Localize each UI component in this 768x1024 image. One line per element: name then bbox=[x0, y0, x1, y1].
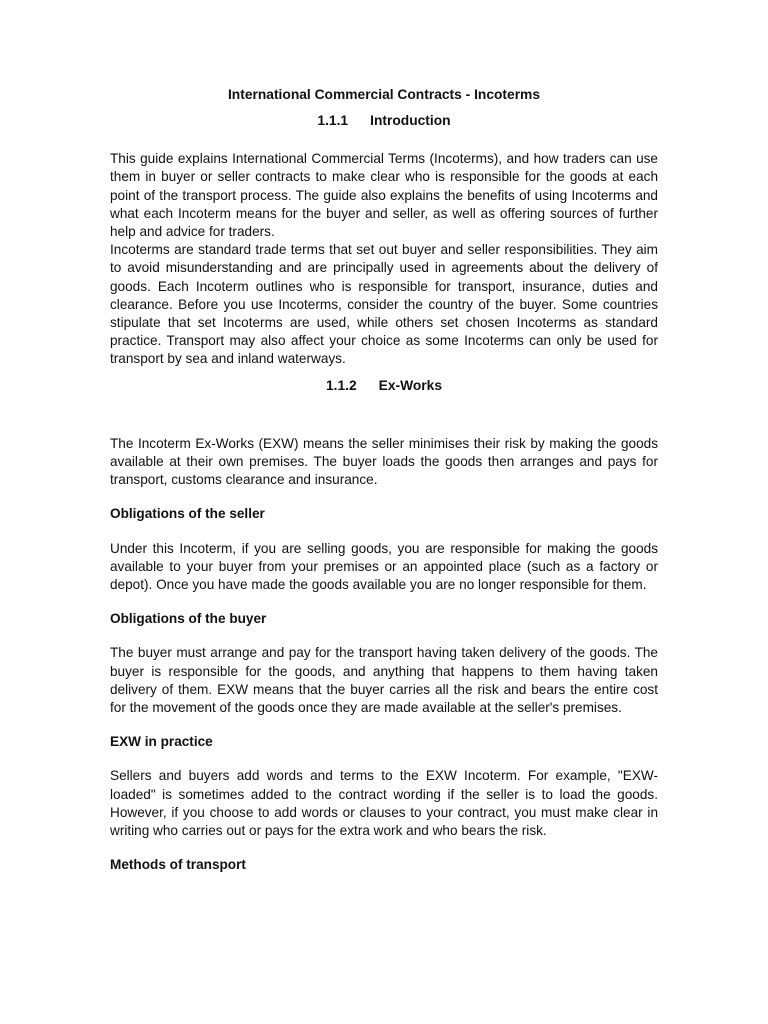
ex-works-intro-paragraph: The Incoterm Ex-Works (EXW) means the seller minimises their risk by making the goods available at their own premises. The buyer loads the goods then arranges and pays for transport, customs clearance and insurance. bbox=[110, 435, 658, 488]
section-heading-introduction bbox=[110, 112, 658, 130]
intro-paragraph-2: Incoterms are standard trade terms that set out buyer and seller responsibilities. They aim to avoid misunderstanding and are principally used in agreements about the delivery of goods. Each Incoterm outlines who is responsible for transport, insurance, duties and clearance. Before you use Incoterms, consider the country of the buyer. Some countries stipulate that set Incoterms are used, while others set chosen Incoterms as standard practice. Transport may also affect your choice as some Incoterms can only be used for transport by sea and inland waterways. bbox=[110, 242, 658, 367]
exw-in-practice-paragraph: Sellers and buyers add words and terms to the EXW Incoterm. For example, "EXW-loaded" is sometimes added to the contract wording if the seller is to load the goods. However, if you choose to add words or clauses to your contract, you must make clear in writing who carries out or pays for the extra work and who bears the risk. bbox=[110, 768, 658, 839]
seller-obligations-paragraph: Under this Incoterm, if you are selling goods, you are responsible for making the goods available to your buyer from your premises or an appointed place (such as a factory or depot). Once you have made the goods available you are no longer responsible for them. bbox=[110, 540, 658, 593]
intro-paragraph-1: This guide explains International Commercial Terms (Incoterms), and how traders can use them in buyer or seller contracts to make clear who is responsible for the goods at each point of the transport process. The guide also explains the benefits of using Incoterms and what each Incoterm means for the buyer and seller, as well as offering sources of further help and advice for traders. bbox=[110, 151, 658, 240]
document-title: International Commercial Contracts - Incoterms bbox=[227, 87, 541, 102]
subheading-seller-obligations: Obligations of the seller bbox=[110, 506, 265, 522]
section-number: 1.1.2 bbox=[325, 377, 357, 393]
section-heading-ex-works bbox=[110, 377, 658, 395]
section-title: Ex-Works bbox=[378, 377, 443, 393]
document-page bbox=[110, 86, 658, 875]
section-number: 1.1.1 bbox=[317, 113, 349, 128]
buyer-obligations-paragraph: The buyer must arrange and pay for the transport having taken delivery of the goods. The buyer is responsible for the goods, and anything that happens to them having taken delivery of them. EXW means that the buyer carries all the risk and bears the entire cost for the movement of the goods once they are made available at the seller's premises. bbox=[110, 645, 658, 716]
subheading-methods-of-transport: Methods of transport bbox=[110, 857, 246, 873]
subheading-buyer-obligations: Obligations of the buyer bbox=[110, 611, 267, 627]
section-title: Introduction bbox=[370, 113, 451, 128]
subheading-exw-in-practice: EXW in practice bbox=[110, 734, 213, 750]
